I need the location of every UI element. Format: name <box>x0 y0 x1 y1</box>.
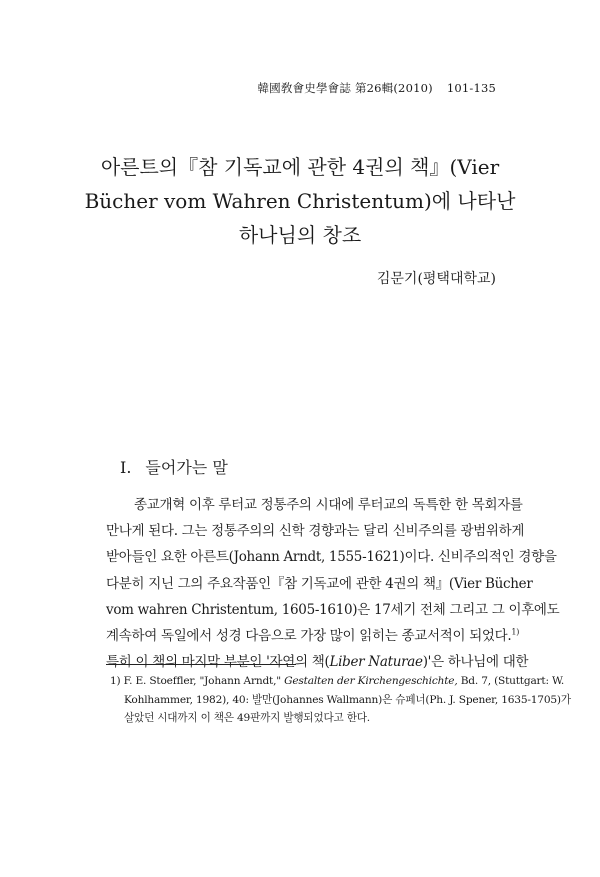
title-line-2: Bücher vom Wahren Christentum)에 나타난 <box>84 189 516 213</box>
footnote-reference: 1) <box>511 627 520 637</box>
title-line-3: 하나님의 창조 <box>238 223 362 247</box>
body-line: 받아들인 요한 아른트(Johann Arndt, 1555-1621)이다. 신비주의적인 경향을 <box>106 549 557 566</box>
body-line-text: 계속하여 독일에서 성경 다음으로 가장 많이 읽히는 종교서적이 되었다. <box>106 628 512 645</box>
body-line: 종교개혁 이후 루터교 정통주의 시대에 루터교의 독특한 한 목회자를 <box>134 497 523 513</box>
running-header <box>257 80 496 96</box>
footnote-text: Bd. 7, (Stuttgart: W. <box>460 675 565 687</box>
author-affiliation: 김문기(평택대학교) <box>376 271 496 287</box>
footnote-italic-title: Gestalten der Kirchengeschichte, <box>284 675 458 687</box>
journal-name: 韓國敎會史學會誌 第26輯(2010) <box>257 81 433 95</box>
body-line: 다분히 지닌 그의 주요작품인『참 기독교에 관한 4권의 책』(Vier Bücher <box>106 575 533 592</box>
footnote-number: 1) <box>110 675 121 687</box>
body-line-text: 특히 이 책의 마지막 부분인 '자연의 책( <box>106 654 330 671</box>
body-line <box>106 623 520 649</box>
footnote-line <box>106 672 565 691</box>
body-line: 만나게 된다. 그는 정통주의의 신학 경향과는 달리 신비주의를 광범위하게 <box>106 523 525 540</box>
footnote <box>106 672 571 728</box>
body-line-text: )'은 하나님에 대한 <box>422 654 529 671</box>
body-line: vom wahren Christentum, 1605-1610)은 17세기 전체 그리고 그 이후에도 <box>106 601 560 618</box>
article-title <box>60 150 540 252</box>
body-paragraph <box>106 492 560 675</box>
italic-term: Liber Naturae <box>329 654 423 671</box>
section-heading <box>120 455 228 478</box>
footnote-line: Kohlhammer, 1982), 40: 발만(Johannes Wallmann)은 슈페너(Ph. J. Spener, 1635-1705)가 <box>124 693 571 706</box>
page-range: 101-135 <box>446 81 496 95</box>
footnote-divider <box>106 664 296 665</box>
section-title: 들어가는 말 <box>145 458 228 477</box>
footnote-line: 살았던 시대까지 이 책은 49판까지 발행되었다고 한다. <box>124 712 370 724</box>
section-number: Ⅰ. <box>120 458 132 477</box>
footnote-text: F. E. Stoeffler, "Johann Arndt," <box>123 675 281 687</box>
title-line-1: 아른트의『참 기독교에 관한 4권의 책』(Vier <box>100 155 500 179</box>
